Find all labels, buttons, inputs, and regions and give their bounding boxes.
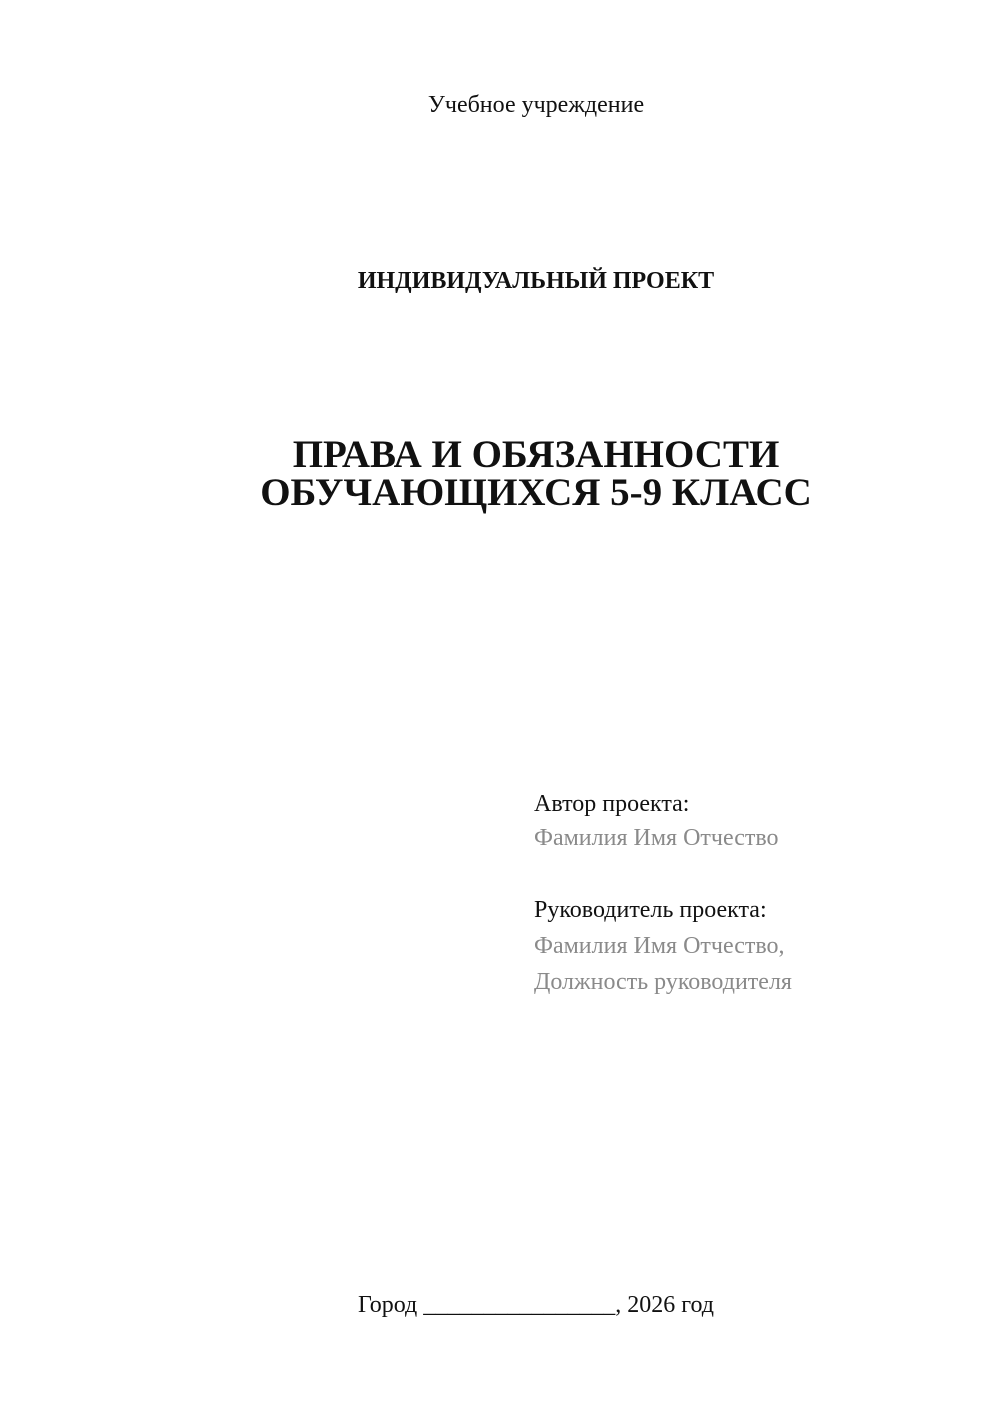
supervisor-block — [534, 892, 974, 1000]
document-type: ИНДИВИДУАЛЬНЫЙ ПРОЕКТ — [357, 268, 715, 294]
author-label: Автор проекта: — [534, 791, 690, 817]
supervisor-label: Руководитель проекта: — [534, 897, 767, 923]
city-year-footer: Город ________________, 2026 год — [357, 1292, 715, 1318]
project-title-line-1: ПРАВА И ОБЯЗАННОСТИ — [292, 433, 780, 476]
author-name: Фамилия Имя Отчество — [534, 825, 779, 851]
supervisor-name: Фамилия Имя Отчество, — [534, 933, 785, 959]
institution-name: Учебное учреждение — [427, 92, 645, 118]
author-block — [534, 787, 974, 855]
supervisor-position: Должность руководителя — [534, 969, 792, 995]
project-title-line-2: ОБУЧАЮЩИХСЯ 5-9 КЛАСС — [260, 471, 812, 514]
project-title — [0, 433, 1000, 514]
